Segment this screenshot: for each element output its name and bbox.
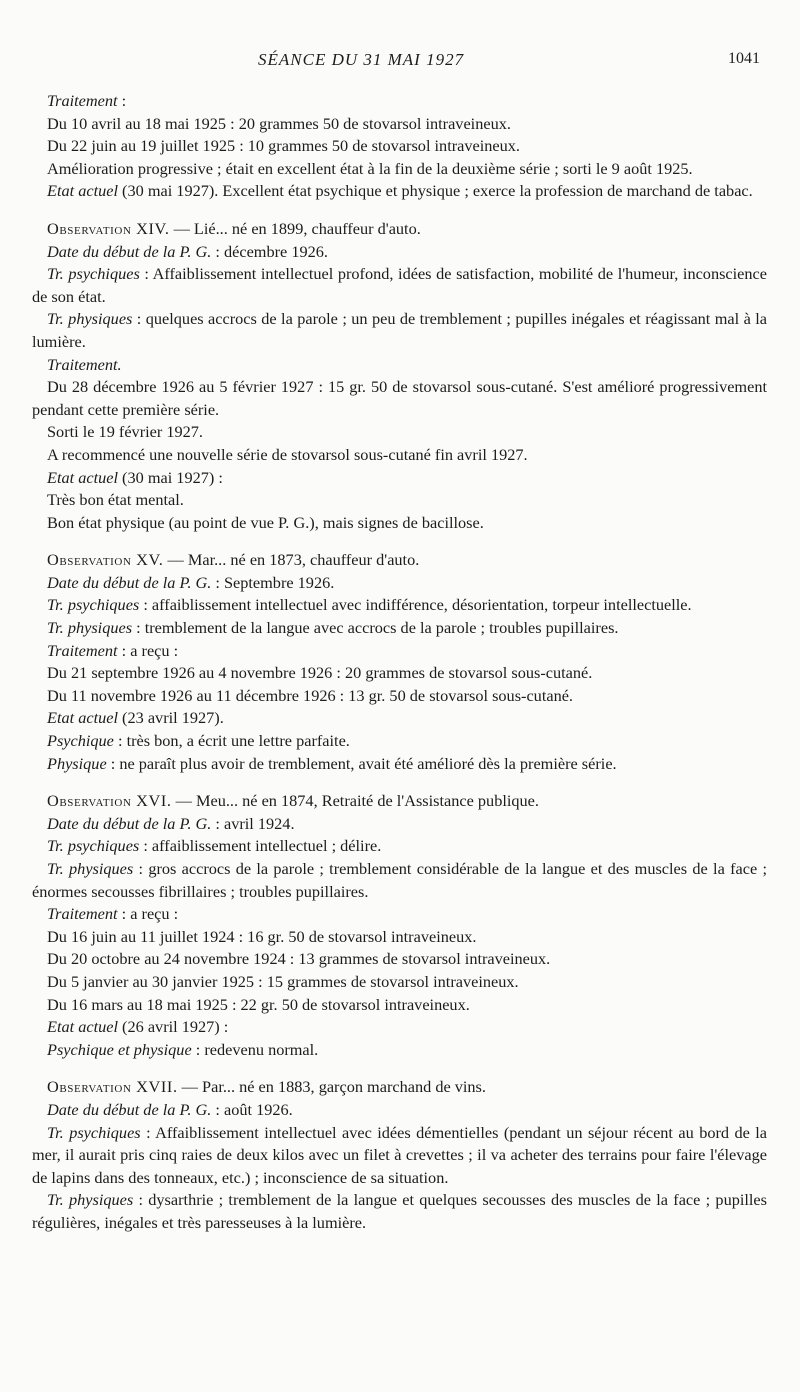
- text-run: : très bon, a écrit une lettre parfaite.: [113, 731, 350, 751]
- section-spacer: [32, 534, 767, 549]
- italic-label: Tr. psychiques: [47, 1122, 141, 1142]
- text-run: : quelques accrocs de la parole ; un peu de tremblement ; pupilles inégales et réagissant mal à la lumière.: [32, 309, 767, 351]
- paragraph: [32, 549, 767, 572]
- italic-label: Traitement: [47, 904, 118, 924]
- paragraph: [32, 858, 767, 903]
- text-run: Du 16 mars au 18 mai 1925 : 22 gr. 50 de stovarsol intraveineux.: [47, 994, 470, 1014]
- paragraph: [32, 662, 767, 685]
- text-run: Du 16 juin au 11 juillet 1924 : 16 gr. 50 de stovarsol intraveineux.: [47, 926, 477, 946]
- text-run: :: [117, 91, 127, 110]
- italic-label: Traitement.: [47, 354, 122, 374]
- page-number: 1041: [728, 50, 760, 67]
- observation-heading: Observation XV.: [47, 550, 164, 570]
- paragraph: [32, 467, 767, 490]
- paragraph: [32, 241, 767, 264]
- observation-heading: Observation XVII.: [47, 1077, 178, 1097]
- paragraph: [32, 640, 767, 663]
- text-run: : avril 1924.: [211, 813, 295, 833]
- italic-label: Tr. psychiques: [47, 836, 140, 856]
- italic-label: Traitement: [47, 640, 118, 660]
- italic-label: Tr. physiques: [47, 618, 133, 638]
- italic-label: Traitement: [47, 91, 118, 110]
- paragraph: [32, 926, 767, 949]
- italic-label: Date du début de la P. G.: [47, 813, 212, 833]
- text-run: — Lié... né en 1899, chauffeur d'auto.: [169, 218, 421, 238]
- italic-label: Physique: [47, 753, 107, 773]
- text-run: Amélioration progressive ; était en excellent état à la fin de la deuxième série ; sorti le 9 août 1925.: [47, 158, 693, 178]
- paragraph: [32, 790, 767, 813]
- paragraph: [32, 512, 767, 535]
- paragraph: [32, 835, 767, 858]
- italic-label: Date du début de la P. G.: [47, 241, 212, 261]
- text-run: Du 28 décembre 1926 au 5 février 1927 : 15 gr. 50 de stovarsol sous-cutané. S'est amélioré progressivement pendant cette première série.: [32, 377, 767, 419]
- italic-label: Etat actuel: [47, 1017, 118, 1037]
- paragraph: [32, 135, 767, 158]
- paragraph: [32, 1189, 767, 1234]
- paragraph: [32, 489, 767, 512]
- text-run: (30 mai 1927). Excellent état psychique et physique ; exerce la profession de marchand de tabac.: [117, 181, 753, 201]
- text-run: : décembre 1926.: [211, 241, 328, 261]
- text-run: : ne paraît plus avoir de tremblement, avait été amélioré dès la première série.: [106, 753, 617, 773]
- section-spacer: [32, 1061, 767, 1076]
- text-run: : dysarthrie ; tremblement de la langue et quelques secousses des muscles de la face ; pupilles régulières, inégales et très paresseuses à la lumière.: [32, 1190, 767, 1232]
- paragraph: [32, 753, 767, 776]
- italic-label: Etat actuel: [47, 708, 118, 728]
- paragraph: [32, 376, 767, 421]
- paragraph: [32, 594, 767, 617]
- text-run: : a reçu :: [117, 904, 179, 924]
- paragraph: [32, 1099, 767, 1122]
- paragraph: [32, 444, 767, 467]
- paragraph: [32, 158, 767, 181]
- paragraph: [32, 948, 767, 971]
- paragraph: [32, 813, 767, 836]
- observation-heading: Observation XIV.: [47, 218, 170, 238]
- paragraph: [32, 354, 767, 377]
- paragraph: [32, 903, 767, 926]
- paragraph: [32, 1076, 767, 1099]
- paragraph: [32, 1039, 767, 1062]
- paragraph: [32, 113, 767, 136]
- italic-label: Date du début de la P. G.: [47, 572, 212, 592]
- italic-label: Psychique et physique: [47, 1039, 192, 1059]
- text-run: A recommencé une nouvelle série de stovarsol sous-cutané fin avril 1927.: [47, 444, 528, 464]
- text-run: : tremblement de la langue avec accrocs de la parole ; troubles pupillaires.: [132, 618, 619, 638]
- text-run: : août 1926.: [211, 1099, 293, 1119]
- paragraph: [32, 971, 767, 994]
- paragraph: [32, 707, 767, 730]
- italic-label: Tr. physiques: [47, 309, 133, 329]
- text-run: Du 21 septembre 1926 au 4 novembre 1926 : 20 grammes de stovarsol sous-cutané.: [47, 663, 593, 683]
- paragraph: [32, 308, 767, 353]
- paragraph: [32, 685, 767, 708]
- text-run: (23 avril 1927).: [117, 708, 224, 728]
- paragraph: [32, 218, 767, 241]
- paragraph: [32, 1122, 767, 1190]
- text-run: — Mar... né en 1873, chauffeur d'auto.: [163, 550, 420, 570]
- paragraph: [32, 421, 767, 444]
- text-run: Du 5 janvier au 30 janvier 1925 : 15 grammes de stovarsol intraveineux.: [47, 971, 519, 991]
- text-run: (26 avril 1927) :: [117, 1017, 229, 1037]
- running-header: [0, 46, 800, 74]
- italic-label: Date du début de la P. G.: [47, 1099, 212, 1119]
- running-title: SÉANCE DU 31 MAI 1927: [258, 50, 465, 69]
- paragraph: [32, 572, 767, 595]
- italic-label: Psychique: [47, 731, 114, 751]
- paragraph: [32, 180, 767, 203]
- text-run: Du 10 avril au 18 mai 1925 : 20 grammes 50 de stovarsol intraveineux.: [47, 113, 511, 133]
- text-run: Du 20 octobre au 24 novembre 1924 : 13 grammes de stovarsol intraveineux.: [47, 949, 551, 969]
- text-run: Du 11 novembre 1926 au 11 décembre 1926 : 13 gr. 50 de stovarsol sous-cutané.: [47, 685, 574, 705]
- italic-label: Etat actuel: [47, 181, 118, 201]
- text-run: — Meu... né en 1874, Retraité de l'Assistance publique.: [171, 791, 539, 811]
- text-run: Sorti le 19 février 1927.: [47, 422, 203, 442]
- section-spacer: [32, 203, 767, 218]
- paragraph: [32, 1016, 767, 1039]
- italic-label: Tr. psychiques: [47, 264, 140, 284]
- paragraph: [32, 730, 767, 753]
- text-run: Du 22 juin au 19 juillet 1925 : 10 grammes 50 de stovarsol intraveineux.: [47, 136, 520, 156]
- text-run: Très bon état mental.: [47, 490, 184, 510]
- text-run: Bon état physique (au point de vue P. G.), mais signes de bacillose.: [47, 512, 484, 532]
- text-run: : affaiblissement intellectuel avec indifférence, désorientation, torpeur intellectuelle.: [139, 595, 692, 615]
- text-run: : Affaiblissement intellectuel avec idées démentielles (pendant un séjour récent au bord de la mer, il aurait pris cinq raies de deux kilos avec un filet à crevettes ; il va acheter des terrains pour faire l'élevage de lapins dans des tonneaux, etc.) ; inconscience de sa situation.: [32, 1122, 768, 1187]
- text-run: : Septembre 1926.: [211, 572, 335, 592]
- italic-label: Tr. physiques: [47, 859, 134, 878]
- observation-heading: Observation XVI.: [47, 791, 172, 811]
- text-run: (30 mai 1927) :: [117, 467, 223, 487]
- text-run: : redevenu normal.: [191, 1039, 319, 1059]
- text-run: : a reçu :: [117, 640, 179, 660]
- paragraph: [32, 263, 767, 308]
- section-spacer: [32, 775, 767, 790]
- text-run: : Affaiblissement intellectuel profond, idées de satisfaction, mobilité de l'humeur, inconscience de son état.: [32, 264, 767, 306]
- italic-label: Tr. psychiques: [47, 595, 140, 615]
- italic-label: Tr. physiques: [47, 1190, 134, 1210]
- paragraph: [32, 994, 767, 1017]
- text-run: — Par... né en 1883, garçon marchand de vins.: [177, 1077, 486, 1097]
- text-run: : gros accrocs de la parole ; tremblement considérable de la langue et des muscles de la face ; énormes secousses fibrillaires ; troubles pupillaires.: [32, 859, 767, 901]
- paragraph: [32, 90, 767, 113]
- document-body: [32, 90, 767, 1235]
- paragraph: [32, 617, 767, 640]
- text-run: : affaiblissement intellectuel ; délire.: [139, 836, 382, 856]
- italic-label: Etat actuel: [47, 467, 118, 487]
